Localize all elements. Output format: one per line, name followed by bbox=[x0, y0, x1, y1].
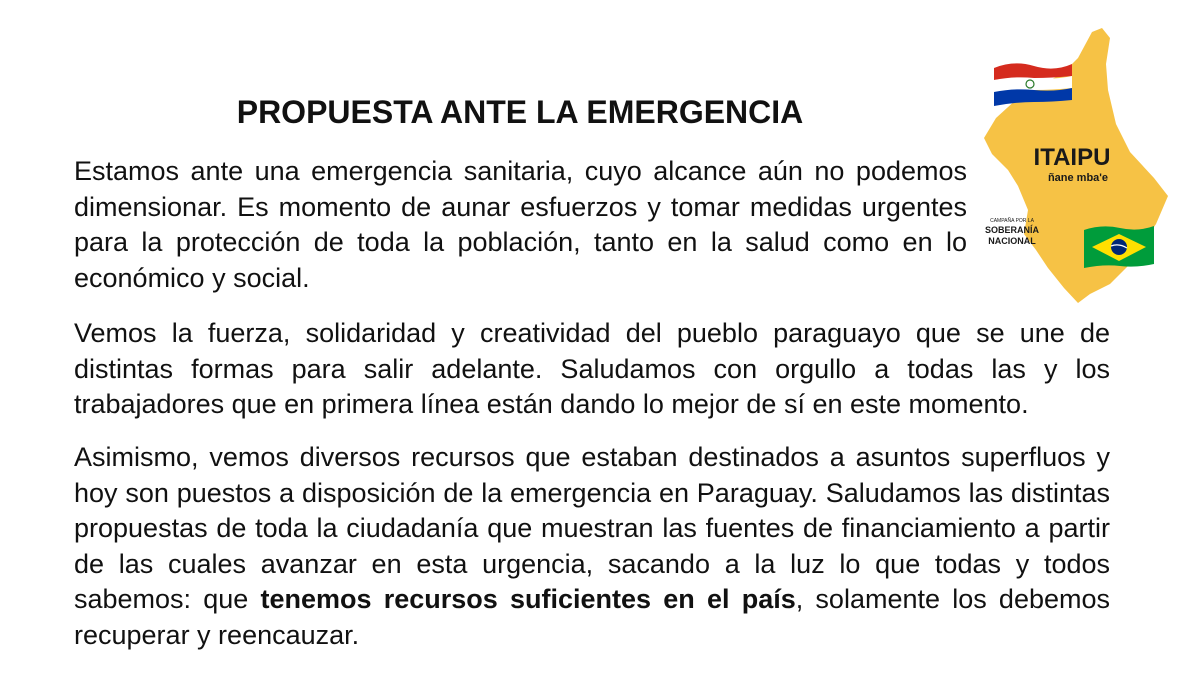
page-title: PROPUESTA ANTE LA EMERGENCIA bbox=[236, 94, 804, 130]
paragraph-3-text-end: , solamente los debemos recuperar y reencauzar. bbox=[74, 584, 1110, 650]
logo-campaign-line2: NACIONAL bbox=[988, 236, 1036, 246]
logo-tagline-text: ñane mba'e bbox=[1047, 172, 1109, 184]
paragraph-2: Vemos la fuerza, solidaridad y creatividad del pueblo paraguayo que se une de distintas formas para salir adelante. Saludamos con orgullo a todas las y los trabajadores que en primera línea están dando lo mejor de sí en este momento. bbox=[74, 318, 1110, 419]
paraguay-flag-icon bbox=[994, 63, 1072, 106]
logo-campaign-line1: SOBERANÍA bbox=[984, 225, 1040, 235]
itaipu-soberania-logo bbox=[978, 28, 1168, 303]
brazil-flag-icon bbox=[1084, 226, 1154, 268]
paragraph-3-text-start: Asimismo, vemos diversos recursos que estaban destinados a asuntos superfluos y hoy son puestos a disposición de la emergencia en Paraguay. Saludamos las distintas propuestas de toda la ciudadanía que muestran las fuentes de financiamiento a partir de las cuales avanzar en esta urgencia, sacando a la luz lo que todas y todos sabemos: que bbox=[74, 442, 1110, 614]
logo-graphic bbox=[978, 28, 1168, 303]
paragraph-3 bbox=[74, 440, 1110, 653]
logo-brand-text: ITAIPU bbox=[1033, 144, 1111, 171]
logo-campaign-small-text: CAMPAÑA POR LA bbox=[990, 218, 1034, 224]
paragraph-1: Estamos ante una emergencia sanitaria, cuyo alcance aún no podemos dimensionar. Es momento de aunar esfuerzos y tomar medidas urgentes para la protección de toda la población, tanto en la salud como en lo económico y social. bbox=[74, 156, 967, 293]
paragraph-3-bold-text: tenemos recursos suficientes en el país bbox=[260, 584, 796, 614]
